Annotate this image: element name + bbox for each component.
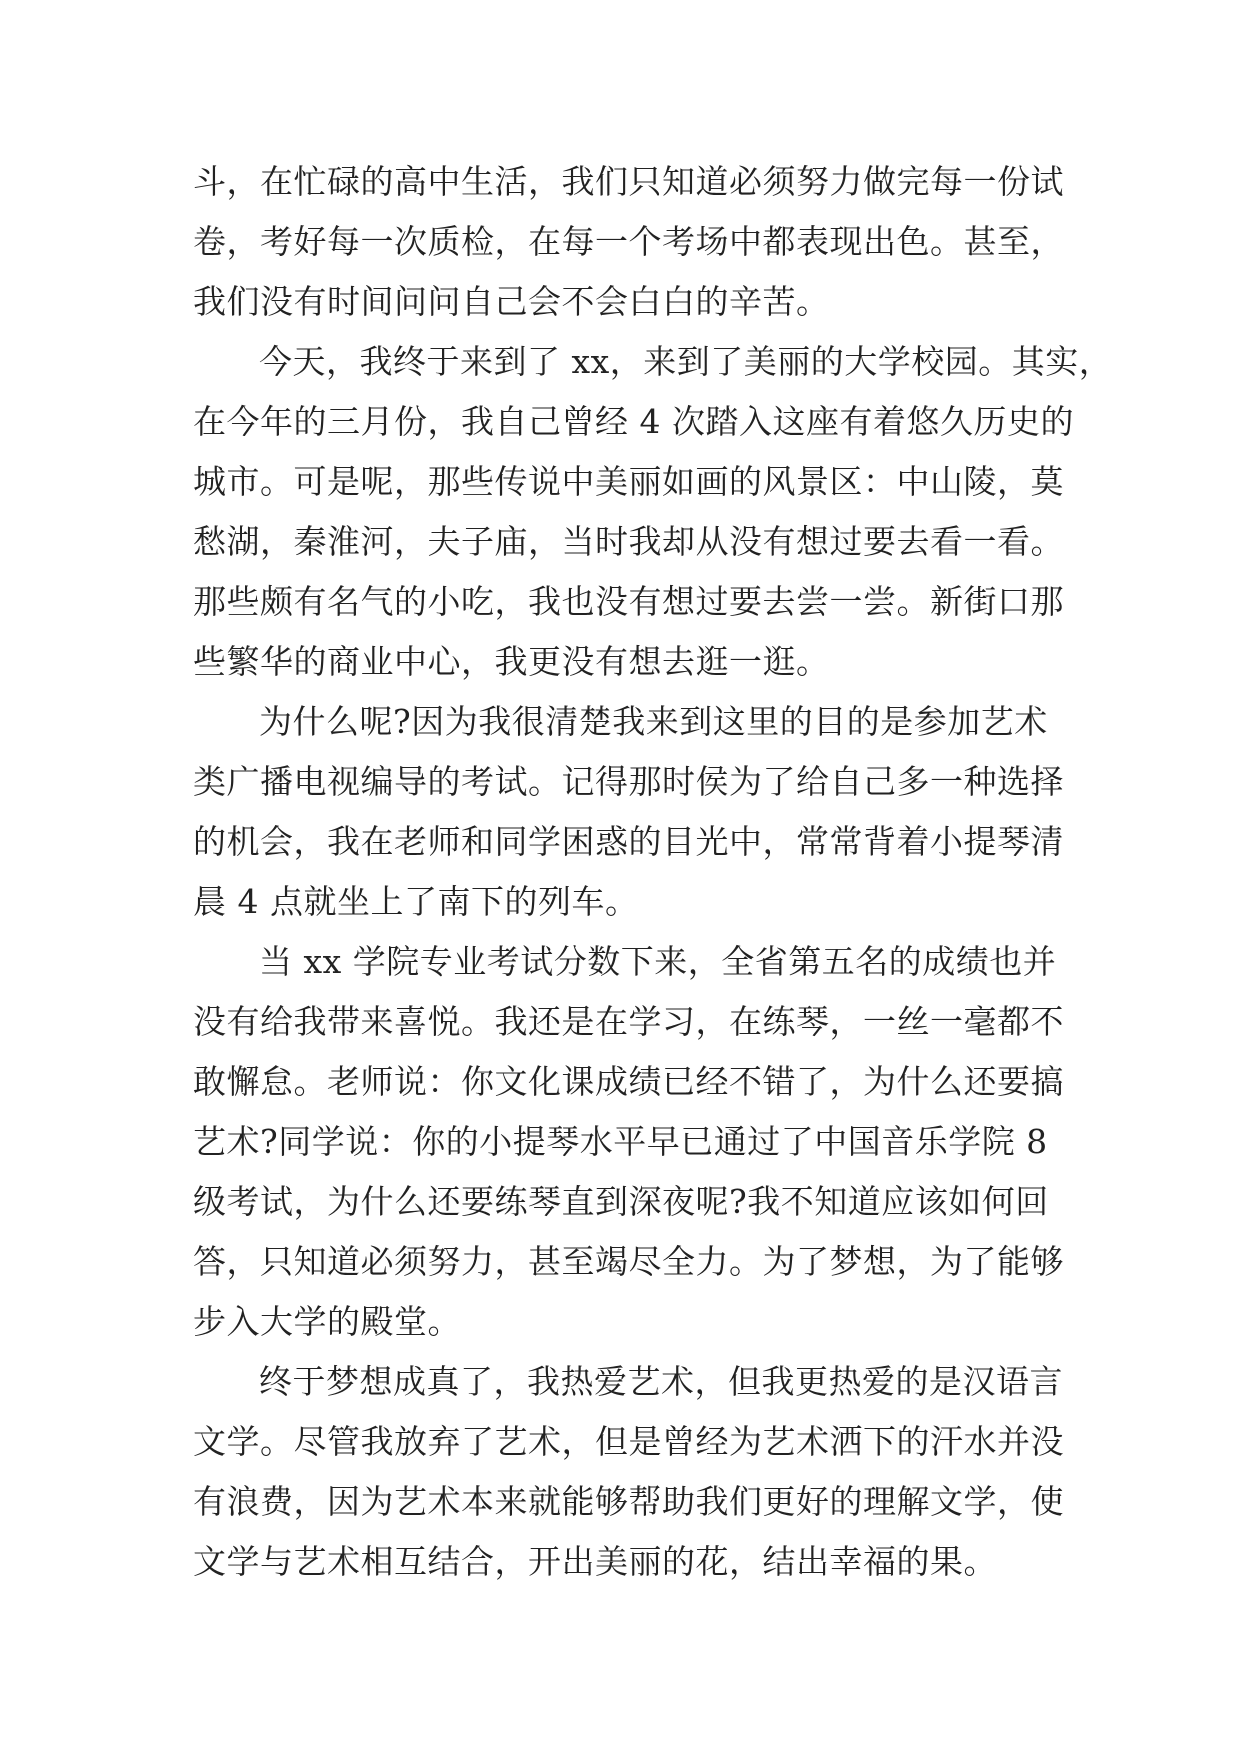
- paragraph: [193, 1352, 1064, 1592]
- text-line: 类广播电视编导的考试。记得那时侯为了给自己多一种选择: [193, 762, 1064, 801]
- text-line: 我们没有时间问问自己会不会白白的辛苦。: [193, 282, 830, 321]
- text-line: 的机会，我在老师和同学困惑的目光中，常常背着小提琴清: [193, 822, 1064, 861]
- text-line: 晨 4 点就坐上了南下的列车。: [193, 882, 639, 921]
- text-line: 为什么呢?因为我很清楚我来到这里的目的是参加艺术: [259, 702, 1048, 741]
- text-line: 文学。尽管我放弃了艺术，但是曾经为艺术洒下的汗水并没: [193, 1422, 1064, 1461]
- text-line: 艺术?同学说：你的小提琴水平早已通过了中国音乐学院 8: [193, 1122, 1048, 1161]
- text-line: 终于梦想成真了，我热爱艺术，但我更热爱的是汉语言: [259, 1362, 1063, 1401]
- text-line: 今天，我终于来到了 xx，来到了美丽的大学校园。其实，: [259, 342, 1113, 381]
- text-line: 没有给我带来喜悦。我还是在学习，在练琴，一丝一毫都不: [193, 1002, 1064, 1041]
- text-line: 答，只知道必须努力，甚至竭尽全力。为了梦想，为了能够: [193, 1242, 1064, 1281]
- text-line: 愁湖，秦淮河，夫子庙，当时我却从没有想过要去看一看。: [193, 522, 1064, 561]
- text-line: 斗，在忙碌的高中生活，我们只知道必须努力做完每一份试: [193, 162, 1064, 201]
- text-line: 在今年的三月份，我自己曾经 4 次踏入这座有着悠久历史的: [193, 402, 1074, 441]
- paragraph: [193, 932, 1064, 1352]
- paragraph: [193, 152, 1064, 332]
- text-line: 有浪费，因为艺术本来就能够帮助我们更好的理解文学，使: [193, 1482, 1064, 1521]
- paragraph: [193, 692, 1064, 932]
- text-line: 文学与艺术相互结合，开出美丽的花，结出幸福的果。: [193, 1542, 997, 1581]
- text-line: 当 xx 学院专业考试分数下来，全省第五名的成绩也并: [259, 942, 1057, 981]
- text-line: 步入大学的殿堂。: [193, 1302, 461, 1341]
- text-line: 些繁华的商业中心，我更没有想去逛一逛。: [193, 642, 830, 681]
- text-line: 卷，考好每一次质检，在每一个考场中都表现出色。甚至，: [193, 222, 1064, 261]
- text-line: 城市。可是呢，那些传说中美丽如画的风景区：中山陵，莫: [193, 462, 1064, 501]
- paragraph: [193, 332, 1113, 692]
- essay-body: [193, 152, 1113, 1592]
- text-line: 敢懈怠。老师说：你文化课成绩已经不错了，为什么还要搞: [193, 1062, 1064, 1101]
- text-line: 那些颇有名气的小吃，我也没有想过要去尝一尝。新街口那: [193, 582, 1064, 621]
- text-line: 级考试，为什么还要练琴直到深夜呢?我不知道应该如何回: [193, 1182, 1049, 1221]
